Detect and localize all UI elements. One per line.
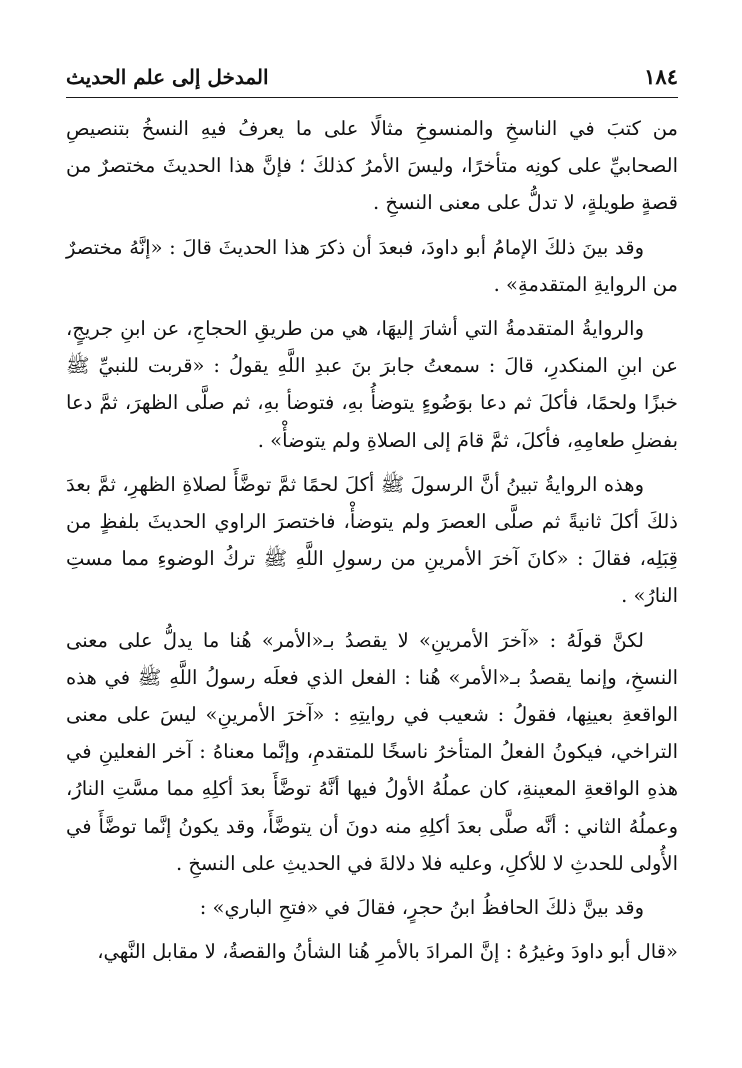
page-header [66, 64, 678, 98]
body-text [66, 110, 678, 977]
running-title: المدخل إلى علم الحديث [66, 65, 269, 89]
paragraph-4: وهذه الروايةُ تبينُ أنَّ الرسولَ ﷺ أكلَ لحمًا ثمَّ توضَّأَ لصلاةِ الظهرِ، ثمَّ بعدَ ذلكَ أكلَ ثانيةً ثم صلَّى العصرَ ولم يتوضأْ، فاختصرَ الراوي الحديثَ بلفظٍ من قِبَلِه، فقالَ : «كانَ آخرَ الأمرينِ من رسولِ اللَّهِ ﷺ تركُ الوضوءِ مما مستِ النارُ» . [66, 472, 678, 608]
header-rule [66, 97, 678, 98]
paragraph-6: وقد بينَّ ذلكَ الحافظُ ابنُ حجرٍ، فقالَ في «فتحِ الباري» : [199, 896, 644, 920]
paragraph-2: وقد بينَ ذلكَ الإمامُ أبو داودَ، فبعدَ أن ذكرَ هذا الحديثَ قالَ : «إنَّهُ مختصرٌ من الروايةِ المتقدمةِ» . [66, 235, 678, 296]
paragraph-1: من كتبَ في الناسخِ والمنسوخِ مثالًا على ما يعرفُ فيهِ النسخُ بتنصيصِ الصحابيِّ على كونِه متأخرًا، وليسَ الأمرُ كذلكَ ؛ فإنَّ هذا الحديثَ مختصرٌ من قصةٍ طويلةٍ، لا تدلُّ على معنى النسخِ . [66, 117, 678, 215]
paragraph-7: «قال أبو داودَ وغيرُهُ : إنَّ المرادَ بالأمرِ هُنا الشأنُ والقصةُ، لا مقابل النَّهي، [97, 940, 678, 964]
paragraph-5: لكنَّ قولَهُ : «آخرَ الأمرينِ» لا يقصدُ بـ«الأمر» هُنا ما يدلُّ على معنى النسخِ، وإنما يقصدُ بـ«الأمر» هُنا : الفعل الذي فعلَه رسولُ اللَّهِ ﷺ في هذه الواقعةِ بعينِها، فقولُ : شعيب في روايتِهِ : «آخرَ الأمرينِ» ليسَ على معنى التراخي، فيكونُ الفعلُ المتأخرُ ناسخًا للمتقدمِ، وإنَّما معناهُ : آخر الفعلينِ في هذهِ الواقعةِ المعينةِ، كان عملُهُ الأولُ فيها أنَّهُ توضَّأَ بعدَ أكلِهِ مما مسَّتِ النارُ، وعملُهُ الثاني : أنَّه صلَّى بعدَ أكلِهِ منه دونَ أن يتوضَّأَ، وقد يكونُ إنَّما توضَّأَ في الأُولى للحدثِ لا للأكلِ، وعليه فلا دلالةَ في الحديثِ على النسخِ . [66, 628, 678, 875]
page-number: ١٨٤ [644, 64, 678, 89]
paragraph-3: والروايةُ المتقدمةُ التي أشارَ إليهَا، هي من طريقِ الحجاجِ، عن ابنِ جريجٍ، عن ابنِ المنكدرِ، قالَ : سمعتُ جابرَ بنَ عبدِ اللَّهِ يقولُ : «قربت للنبيِّ ﷺ خبزًا ولحمًا، فأكلَ ثم دعا بوَضُوءٍ يتوضأُ بهِ، فتوضأ بهِ، ثم صلَّى الظهرَ، ثمَّ دعا بفضلِ طعامِهِ، فأكلَ، ثمَّ قامَ إلى الصلاةِ ولم يتوضأْ» . [66, 317, 678, 452]
